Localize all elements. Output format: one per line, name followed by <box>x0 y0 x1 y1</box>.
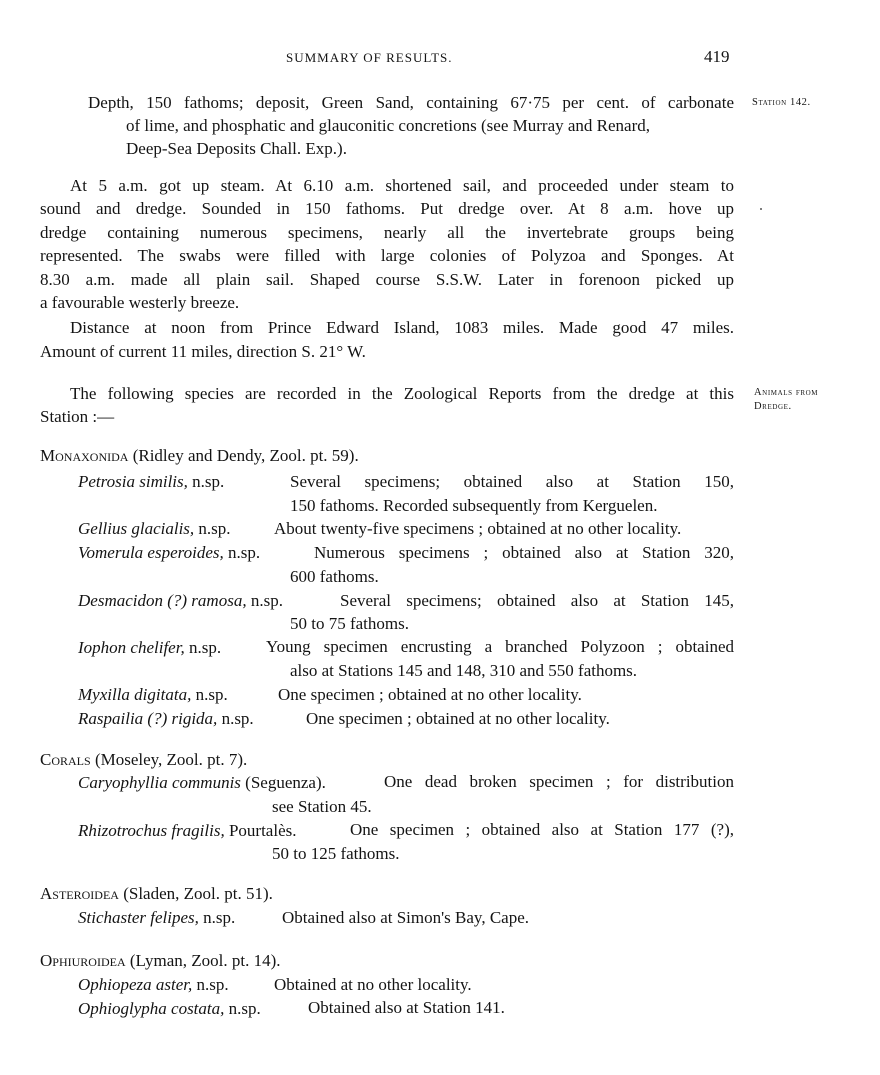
species-name: Vomerula esperoides, <box>78 543 224 562</box>
species-author: n.sp. <box>198 519 231 538</box>
species-note: Several specimens; obtained also at Station 145, <box>340 591 734 610</box>
species-note: Young specimen encrusting a branched Polyzoon ; obtained <box>266 637 734 656</box>
group-ref: (Moseley, Zool. pt. 7). <box>94 750 248 769</box>
species-note-cont: also at Stations 145 and 148, 310 and 550 fathoms. <box>290 661 638 680</box>
species-note: Numerous specimens ; obtained also at Station 320, <box>314 543 734 562</box>
species-note: One specimen ; obtained at no other locality. <box>278 685 582 704</box>
species-note-cont: 50 to 75 fathoms. <box>290 614 409 633</box>
narrative-line-5: 8.30 a.m. made all plain sail. Shaped course S.S.W. Later in forenoon picked up <box>40 270 734 289</box>
group-ref: (Ridley and Dendy, Zool. pt. 59). <box>132 446 359 465</box>
species-entry <box>78 974 229 996</box>
running-header-title: SUMMARY OF RESULTS. <box>286 50 453 65</box>
group-name: Monaxonida <box>40 446 129 465</box>
species-author: Pourtalès. <box>228 821 297 840</box>
species-entry <box>78 907 235 929</box>
species-author: n.sp. <box>228 543 261 562</box>
group-name: Ophiuroidea <box>40 951 126 970</box>
narrative-line-1: At 5 a.m. got up steam. At 6.10 a.m. shortened sail, and proceeded under steam to <box>70 176 734 195</box>
species-name: Iophon chelifer, <box>78 638 185 657</box>
narrative-line-7: Distance at noon from Prince Edward Island, 1083 miles. Made good 47 miles. <box>70 318 734 337</box>
species-note-cont: 150 fathoms. Recorded subsequently from Kerguelen. <box>290 496 658 515</box>
depth-line-1: Depth, 150 fathoms; deposit, Green Sand, containing 67·75 per cent. of carbonate <box>88 93 734 112</box>
species-entry <box>78 542 260 564</box>
species-note: One specimen ; obtained also at Station 177 (?), <box>350 820 734 839</box>
species-entry <box>78 518 231 540</box>
species-note: Several specimens; obtained also at Station 150, <box>290 472 734 491</box>
species-name: Rhizotrochus fragilis, <box>78 821 225 840</box>
species-note-cont: 50 to 125 fathoms. <box>272 844 400 863</box>
species-entry <box>78 684 228 706</box>
narrative-line-8: Amount of current 11 miles, direction S. 21° W. <box>40 342 366 361</box>
group-ref: (Lyman, Zool. pt. 14). <box>129 951 281 970</box>
margin-note-animals: Animals from <box>754 387 819 398</box>
species-author: n.sp. <box>250 591 283 610</box>
group-heading-monaxonida <box>40 445 359 467</box>
species-name: Raspailia (?) rigida, <box>78 709 218 728</box>
species-name: Myxilla digitata, <box>78 685 192 704</box>
species-author: n.sp. <box>203 908 236 927</box>
species-name: Gellius glacialis, <box>78 519 195 538</box>
species-name: Petrosia similis, <box>78 472 188 491</box>
group-heading-asteroidea <box>40 883 273 905</box>
narrative-line-4: represented. The swabs were filled with large colonies of Polyzoa and Sponges. At <box>40 246 734 265</box>
depth-line-2: of lime, and phosphatic and glauconitic concretions (see Murray and Renard, <box>126 116 650 135</box>
species-author: n.sp. <box>188 638 222 657</box>
depth-line-3: Deep-Sea Deposits Chall. Exp.). <box>126 139 347 158</box>
species-entry <box>78 772 326 794</box>
narrative-line-3: dredge containing numerous specimens, nearly all the invertebrate groups being <box>40 223 734 242</box>
species-name: Desmacidon (?) ramosa, <box>78 591 247 610</box>
species-note: About twenty-five specimens ; obtained at no other locality. <box>274 519 682 538</box>
intro-line-1: The following species are recorded in the Zoological Reports from the dredge at this <box>70 384 734 403</box>
species-entry <box>78 998 261 1020</box>
species-note: Obtained also at Simon's Bay, Cape. <box>282 908 530 927</box>
group-ref: (Sladen, Zool. pt. 51). <box>123 884 273 903</box>
species-author: n.sp. <box>228 999 261 1018</box>
group-heading-ophiuroidea <box>40 950 280 972</box>
narrative-line-2: sound and dredge. Sounded in 150 fathoms. Put dredge over. At 8 a.m. hove up <box>40 199 734 218</box>
species-entry <box>78 590 283 612</box>
species-entry <box>78 820 297 842</box>
margin-note-dredge: Dredge. <box>754 401 792 412</box>
narrative-line-6: a favourable westerly breeze. <box>40 293 240 312</box>
species-note: One specimen ; obtained at no other locality. <box>306 709 610 728</box>
species-note: Obtained also at Station 141. <box>308 998 505 1017</box>
margin-speck <box>760 208 762 210</box>
species-name: Ophiopeza aster, <box>78 975 193 994</box>
species-author: n.sp. <box>221 709 254 728</box>
group-heading-corals <box>40 749 247 771</box>
species-entry <box>78 637 221 659</box>
species-name: Stichaster felipes, <box>78 908 199 927</box>
species-entry <box>78 471 224 493</box>
species-note: One dead broken specimen ; for distribution <box>384 772 734 791</box>
page-number: 419 <box>704 47 730 66</box>
species-author: n.sp. <box>195 685 228 704</box>
species-entry <box>78 708 254 730</box>
species-note: Obtained at no other locality. <box>274 975 472 994</box>
species-author: (Seguenza). <box>245 773 326 792</box>
margin-note-station: Station 142. <box>752 97 811 108</box>
species-note-cont: see Station 45. <box>272 797 372 816</box>
group-name: Corals <box>40 750 91 769</box>
species-name: Caryophyllia communis <box>78 773 241 792</box>
group-name: Asteroidea <box>40 884 119 903</box>
species-author: n.sp. <box>192 472 225 491</box>
species-author: n.sp. <box>196 975 229 994</box>
species-note-cont: 600 fathoms. <box>290 567 379 586</box>
species-name: Ophioglypha costata, <box>78 999 225 1018</box>
intro-line-2: Station :— <box>40 407 115 426</box>
